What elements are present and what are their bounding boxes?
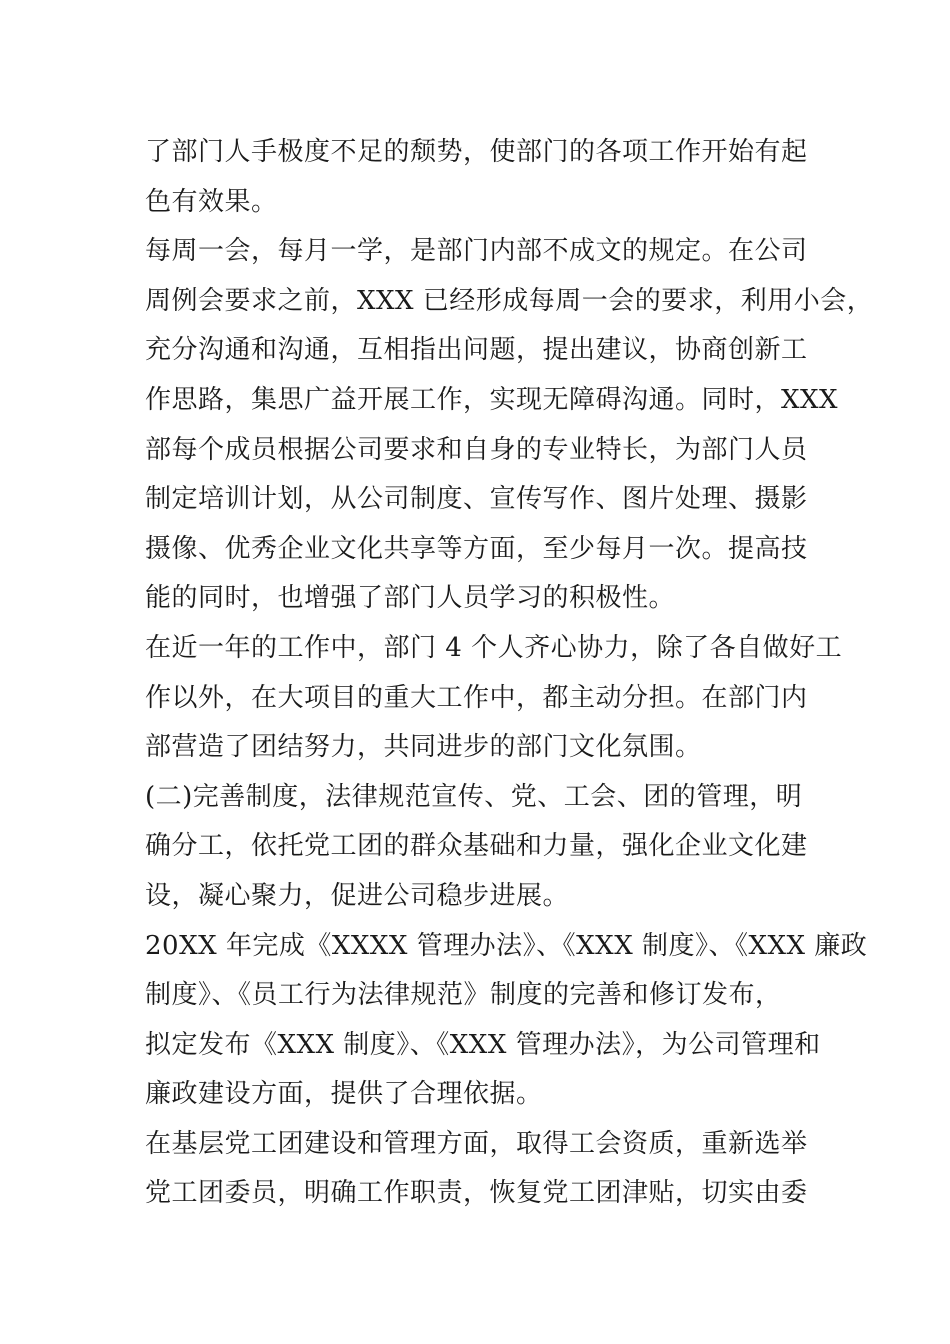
text-line: 充分沟通和沟通，互相指出问题，提出建议，协商创新工 — [145, 335, 808, 366]
text-line: 作思路，集思广益开展工作，实现无障碍沟通。同时，XXX — [145, 384, 839, 415]
text-line: 廉政建设方面，提供了合理依据。 — [145, 1079, 543, 1110]
text-line: 周例会要求之前，XXX 已经形成每周一会的要求，利用小会， — [145, 285, 874, 316]
document-body — [145, 128, 874, 1219]
text-line: 部每个成员根据公司要求和自身的专业特长，为部门人员 — [145, 434, 808, 465]
text-line: 制度》、《员工行为法律规范》制度的完善和修订发布， — [145, 980, 782, 1011]
text-line: 作以外，在大项目的重大工作中，都主动分担。在部门内 — [145, 682, 808, 713]
text-line: 设，凝心聚力，促进公司稳步进展。 — [145, 880, 570, 911]
text-line: (二)完善制度，法律规范宣传、党、工会、团的管理，明 — [145, 781, 803, 812]
text-line: 部营造了团结努力，共同进步的部门文化氛围。 — [145, 732, 702, 763]
text-line: 在近一年的工作中，部门 4 个人齐心协力，除了各自做好工 — [145, 632, 843, 663]
text-line: 摄像、优秀企业文化共享等方面，至少每月一次。提高技 — [145, 533, 808, 564]
text-line: 拟定发布《XXX 制度》、《XXX 管理办法》，为公司管理和 — [145, 1029, 821, 1060]
text-line: 党工团委员，明确工作职责，恢复党工团津贴，切实由委 — [145, 1178, 808, 1209]
text-line: 在基层党工团建设和管理方面，取得工会资质，重新选举 — [145, 1128, 808, 1159]
text-line: 制定培训计划，从公司制度、宣传写作、图片处理、摄影 — [145, 484, 808, 515]
text-line: 色有效果。 — [145, 186, 278, 217]
text-line: 20XX 年完成《XXXX 管理办法》、《XXX 制度》、《XXX 廉政 — [145, 930, 868, 961]
text-line: 确分工，依托党工团的群众基础和力量，强化企业文化建 — [145, 831, 808, 862]
text-line: 能的同时，也增强了部门人员学习的积极性。 — [145, 583, 676, 614]
text-line: 了部门人手极度不足的颓势，使部门的各项工作开始有起 — [145, 137, 808, 167]
text-line: 每周一会，每月一学，是部门内部不成文的规定。在公司 — [145, 236, 808, 267]
